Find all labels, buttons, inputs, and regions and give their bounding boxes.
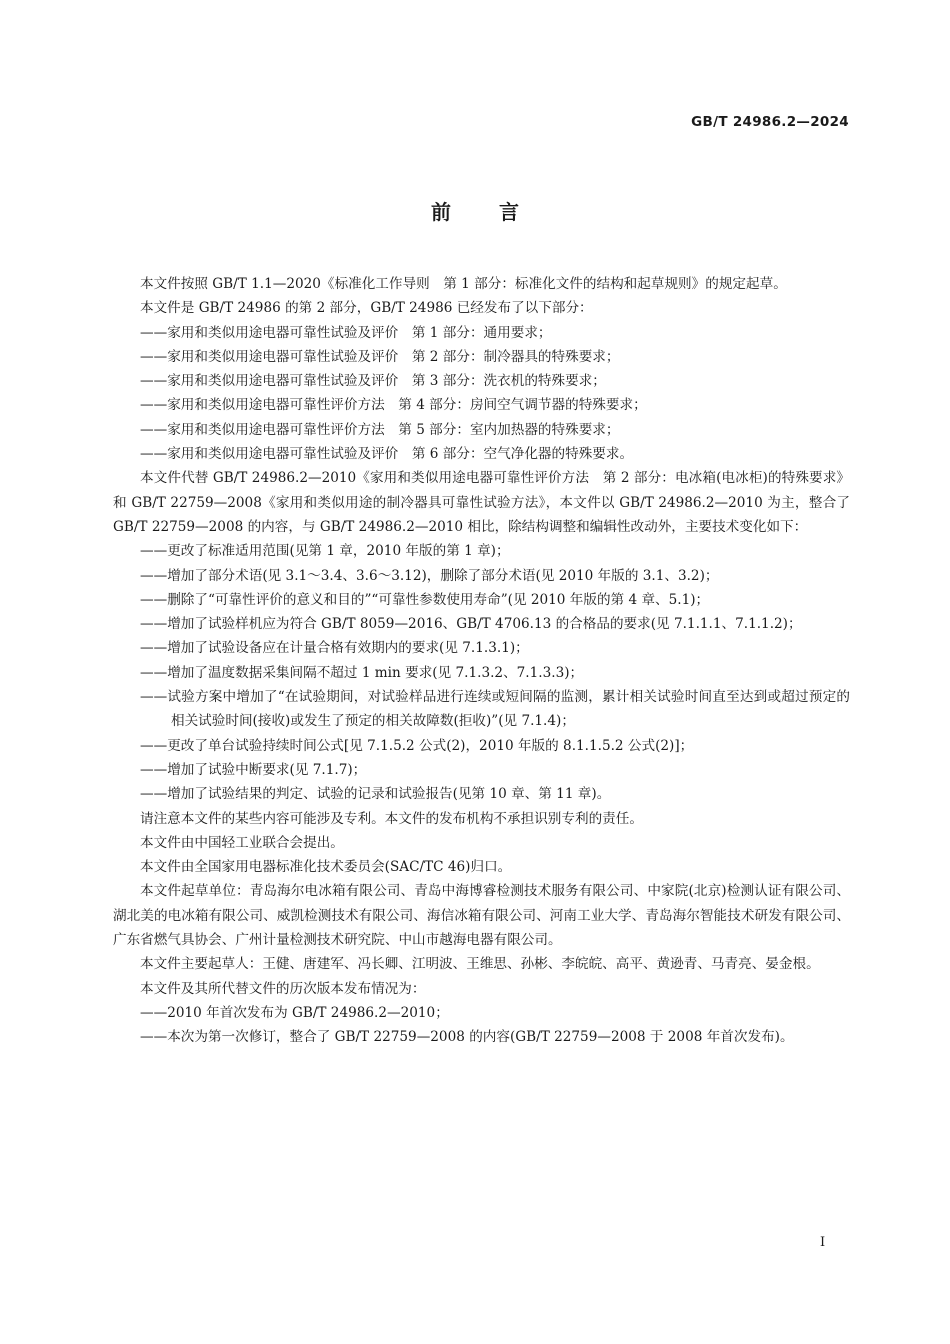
list-item: ——增加了试验结果的判定、试验的记录和试验报告(见第 10 章、第 11 章)。 — [140, 786, 611, 803]
page-number: I — [820, 1235, 826, 1250]
list-item: ——家用和类似用途电器可靠性评价方法 第 4 部分：房间空气调节器的特殊要求； — [140, 397, 647, 414]
list-item: ——本次为第一次修订，整合了 GB/T 22759—2008 的内容(GB/T 22759—2008 于 2008 年首次发布)。 — [140, 1029, 794, 1046]
list-item: ——增加了试验中断要求(见 7.1.7)； — [140, 761, 367, 778]
list-item: ——家用和类似用途电器可靠性试验及评价 第 6 部分：空气净化器的特殊要求。 — [140, 446, 634, 463]
list-item: ——增加了部分术语(见 3.1～3.4、3.6～3.12)，删除了部分术语(见 2010 年版的 3.1、3.2)； — [140, 567, 719, 584]
list-item: ——增加了试验设备应在计量合格有效期内的要求(见 7.1.3.1)； — [140, 640, 529, 657]
paragraph: 请注意本文件的某些内容可能涉及专利。本文件的发布机构不承担识别专利的责任。 — [140, 810, 643, 827]
list-item: ——删除了“可靠性评价的意义和目的”“可靠性参数使用寿命”(见 2010 年版的第 4 章、5.1)； — [140, 591, 710, 608]
standard-number: GB/T 24986.2—2024 — [691, 114, 849, 130]
paragraph: 本文件是 GB/T 24986 的第 2 部分，GB/T 24986 已经发布了以下部分： — [140, 300, 593, 317]
document-body — [113, 272, 850, 1050]
paragraph: 本文件及其所代替文件的历次版本发布情况为： — [140, 980, 426, 997]
list-item: ——家用和类似用途电器可靠性试验及评价 第 3 部分：洗衣机的特殊要求； — [140, 373, 606, 390]
list-item: ——试验方案中增加了“在试验期间，对试验样品进行连续或短间隔的监测，累计相关试验时间直至达到或超过预定的相关试验时间(接收)或发生了预定的相关故障数(拒收)”(见 7.1.4)； — [140, 689, 850, 730]
list-item: ——家用和类似用途电器可靠性试验及评价 第 2 部分：制冷器具的特殊要求； — [140, 348, 620, 365]
list-item: ——更改了单台试验持续时间公式[见 7.1.5.2 公式(2)，2010 年版的 8.1.1.5.2 公式(2)]； — [140, 737, 694, 754]
list-item: ——增加了试验样机应为符合 GB/T 8059—2016、GB/T 4706.13 的合格品的要求(见 7.1.1.1、7.1.1.2)； — [140, 616, 802, 633]
paragraph: 本文件起草单位：青岛海尔电冰箱有限公司、青岛中海博睿检测技术服务有限公司、中家院(北京)检测认证有限公司、湖北美的电冰箱有限公司、威凯检测技术有限公司、海信冰箱有限公司、河南工业大学、青岛海尔智能技术研发有限公司、广东省燃气具协会、广州计量检测技术研究院、中山市越海电器有限公司。 — [113, 883, 850, 949]
page-title: 前言 — [431, 200, 567, 224]
list-item: ——更改了标准适用范围(见第 1 章，2010 年版的第 1 章)； — [140, 543, 510, 560]
paragraph: 本文件由中国轻工业联合会提出。 — [140, 834, 344, 851]
list-item: ——增加了温度数据采集间隔不超过 1 min 要求(见 7.1.3.2、7.1.3.3)； — [140, 664, 584, 681]
list-item: ——2010 年首次发布为 GB/T 24986.2—2010； — [140, 1004, 449, 1021]
paragraph: 本文件按照 GB/T 1.1—2020《标准化工作导则 第 1 部分：标准化文件的结构和起草规则》的规定起草。 — [140, 276, 787, 292]
paragraph: 本文件代替 GB/T 24986.2—2010《家用和类似用途电器可靠性评价方法 第 2 部分：电冰箱(电冰柜)的特殊要求》和 GB/T 22759—2008《家用和类似用途的制冷器具可靠性试验方法》，本文件以 GB/T 24986.2—2010 为主，整合了 GB/T 22759—2008 的内容，与 GB/T 24986.2—2010 相比，除结构调整和编辑性改动外，主要技术变化如下： — [113, 470, 850, 535]
paragraph: 本文件主要起草人：王健、唐建军、冯长卿、江明波、王维思、孙彬、李皖皖、高平、黄逊青、马青亮、晏金根。 — [140, 956, 820, 973]
list-item: ——家用和类似用途电器可靠性评价方法 第 5 部分：室内加热器的特殊要求； — [140, 421, 620, 438]
list-item: ——家用和类似用途电器可靠性试验及评价 第 1 部分：通用要求； — [140, 324, 552, 341]
paragraph: 本文件由全国家用电器标准化技术委员会(SAC/TC 46)归口。 — [140, 859, 512, 876]
